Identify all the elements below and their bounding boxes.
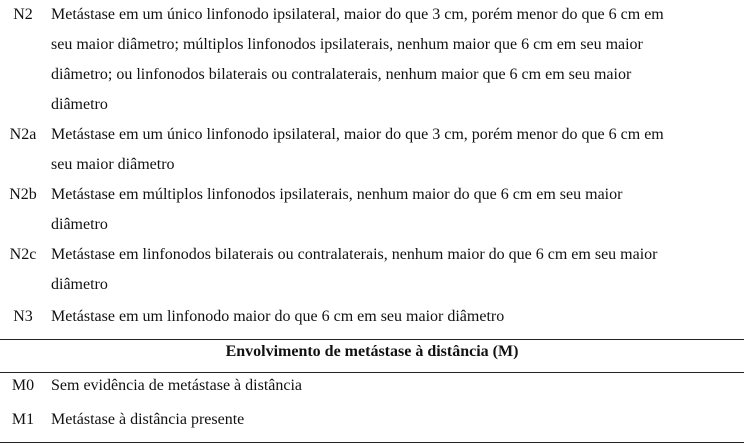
stage-description [51,240,739,300]
stage-description [51,120,739,180]
stage-description [51,0,739,120]
section-title: Envolvimento de metástase à distância (M) [225,343,519,360]
stage-code: N3 [13,308,33,325]
description-line: seu maior diâmetro; múltiplos linfonodos ipsilaterais, nenhum maior que 6 cm em seu maior [51,36,643,53]
stage-description [51,405,739,435]
stage-code: M0 [11,377,35,394]
description-line: diâmetro [51,276,108,293]
description-line: diâmetro [51,96,108,113]
stage-code: N2c [9,246,37,263]
stage-description [51,180,739,240]
description-line: diâmetro; ou linfonodos bilaterais ou contralaterais, nenhum maior que 6 cm em seu maior [51,66,632,83]
description-line: Sem evidência de metástase à distância [51,377,303,394]
stage-code: N2b [9,186,37,203]
description-line: seu maior diâmetro [51,156,175,173]
table-divider-bottom [0,442,744,443]
description-line: Metástase em linfonodos bilaterais ou contralaterais, nenhum maior do que 6 cm em seu maior [51,246,658,263]
description-line: diâmetro [51,216,108,233]
stage-description [51,371,739,401]
description-line: Metástase em um único linfonodo ipsilateral, maior do que 3 cm, porém menor do que 6 cm em [51,6,664,23]
description-line: Metástase à distância presente [51,411,245,428]
stage-code: N2 [13,6,33,23]
description-line: Metástase em múltiplos linfonodos ipsilaterais, nenhum maior do que 6 cm em seu maior [51,186,623,203]
stage-code: M1 [11,411,35,428]
stage-description [51,302,739,332]
stage-code: N2a [9,126,37,143]
description-line: Metástase em um único linfonodo ipsilateral, maior do que 3 cm, porém menor do que 6 cm em [51,126,664,143]
description-line: Metástase em um linfonodo maior do que 6 cm em seu maior diâmetro [51,308,505,325]
